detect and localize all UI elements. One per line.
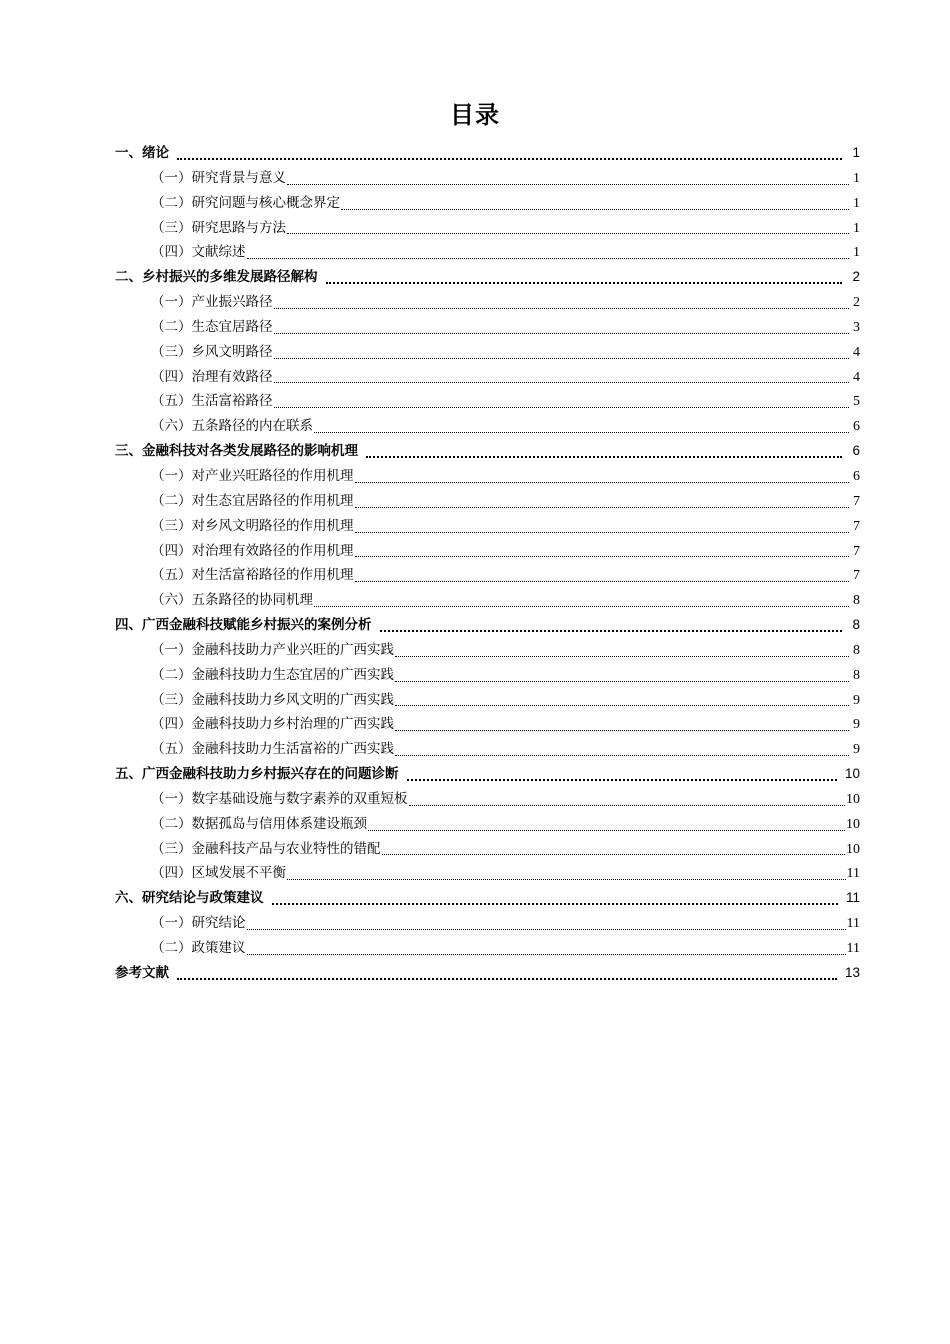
toc-dot-leader [395, 655, 849, 657]
toc-entry-label: （一）研究背景与意义 [151, 169, 286, 186]
toc-dot-leader [355, 506, 850, 508]
toc-dot-leader [395, 754, 849, 756]
toc-section-entry[interactable] [115, 812, 860, 837]
toc-dot-leader [247, 928, 846, 930]
toc-page-number: 8 [853, 642, 860, 658]
toc-chapter-entry[interactable] [115, 762, 860, 787]
toc-entry-label: （四）文献综述 [151, 244, 246, 261]
toc-dot-leader [274, 406, 850, 408]
toc-section-entry[interactable] [115, 340, 860, 365]
toc-entry-label: （二）金融科技助力生态宜居的广西实践 [151, 666, 394, 683]
toc-dot-leader [382, 853, 846, 855]
toc-dot-leader [274, 381, 850, 383]
toc-section-entry[interactable] [115, 737, 860, 762]
toc-entry-label: （二）对生态宜居路径的作用机理 [151, 492, 354, 509]
toc-section-entry[interactable] [115, 464, 860, 489]
toc-page-number: 5 [853, 394, 860, 410]
toc-dot-leader [314, 431, 849, 433]
toc-section-entry[interactable] [115, 861, 860, 886]
toc-page-number: 7 [853, 568, 860, 584]
toc-dot-leader [287, 183, 849, 185]
toc-entry-label: （四）区域发展不平衡 [151, 865, 286, 882]
toc-dot-leader [380, 629, 843, 632]
toc-section-entry[interactable] [115, 166, 860, 191]
toc-entry-label: （二）政策建议 [151, 940, 246, 956]
toc-entry-label: （三）金融科技助力乡风文明的广西实践 [151, 691, 394, 708]
toc-page-number: 6 [853, 419, 860, 435]
toc-page-number: 7 [853, 543, 860, 559]
toc-dot-leader [177, 157, 842, 160]
toc-dot-leader [272, 902, 838, 905]
toc-page-number: 9 [853, 717, 860, 733]
toc-dot-leader [247, 257, 850, 259]
toc-entry-label: （二）研究问题与核心概念界定 [151, 194, 340, 211]
toc-section-entry[interactable] [115, 688, 860, 713]
toc-page-number: 9 [853, 742, 860, 758]
toc-section-entry[interactable] [115, 837, 860, 862]
toc-entry-label: （一）对产业兴旺路径的作用机理 [151, 467, 354, 484]
toc-page-number: 11 [846, 866, 860, 882]
toc-section-entry[interactable] [115, 911, 860, 936]
toc-chapter-entry[interactable] [115, 265, 860, 290]
toc-entry-label: （三）金融科技产品与农业特性的错配 [151, 840, 381, 857]
toc-entry-label: （四）对治理有效路径的作用机理 [151, 542, 354, 559]
toc-entry-label: （五）金融科技助力生活富裕的广西实践 [151, 741, 394, 758]
toc-entry-label: （三）研究思路与方法 [151, 219, 286, 236]
toc-entry-label: （二）生态宜居路径 [151, 318, 273, 335]
toc-section-entry[interactable] [115, 191, 860, 216]
toc-entry-label: 四、广西金融科技赋能乡村振兴的案例分析 [115, 617, 372, 634]
toc-section-entry[interactable] [115, 365, 860, 390]
toc-dot-leader [366, 455, 842, 458]
toc-section-entry[interactable] [115, 563, 860, 588]
toc-entry-label: 一、绪论 [115, 145, 169, 161]
toc-entry-label: 六、研究结论与政策建议 [115, 890, 264, 907]
toc-section-entry[interactable] [115, 588, 860, 613]
toc-page-number: 1 [853, 195, 860, 211]
toc-entry-label: 五、广西金融科技助力乡村振兴存在的问题诊断 [115, 766, 399, 783]
toc-dot-leader [341, 208, 849, 210]
toc-section-entry[interactable] [115, 539, 860, 564]
toc-page-number: 10 [844, 766, 860, 782]
toc-entry-label: （五）生活富裕路径 [151, 393, 273, 410]
toc-page-number: 1 [853, 220, 860, 236]
toc-page-number: 11 [846, 916, 860, 932]
toc-section-entry[interactable] [115, 240, 860, 265]
toc-chapter-entry[interactable] [115, 886, 860, 911]
toc-entry-label: （一）数字基础设施与数字素养的双重短板 [151, 790, 408, 807]
toc-page-number: 1 [852, 145, 860, 160]
toc-dot-leader [326, 281, 843, 284]
toc-entry-label: （四）金融科技助力乡村治理的广西实践 [151, 716, 394, 733]
toc-section-entry[interactable] [115, 216, 860, 241]
toc-chapter-entry[interactable] [115, 613, 860, 638]
toc-chapter-entry[interactable] [115, 141, 860, 166]
toc-dot-leader [355, 555, 850, 557]
toc-dot-leader [314, 605, 849, 607]
toc-dot-leader [274, 357, 850, 359]
toc-page-number: 6 [853, 468, 860, 484]
toc-dot-leader [355, 580, 850, 582]
toc-entry-label: （二）数据孤岛与信用体系建设瓶颈 [151, 815, 367, 832]
toc-page-number: 2 [853, 295, 860, 311]
toc-section-entry[interactable] [115, 787, 860, 812]
toc-dot-leader [409, 804, 846, 806]
toc-entry-label: （四）治理有效路径 [151, 368, 273, 385]
toc-entry-label: 二、乡村振兴的多维发展路径解构 [115, 269, 318, 286]
toc-dot-leader [287, 878, 846, 880]
toc-section-entry[interactable] [115, 290, 860, 315]
toc-entry-label: （六）五条路径的协同机理 [151, 592, 313, 609]
toc-dot-leader [395, 704, 849, 706]
toc-section-entry[interactable] [115, 489, 860, 514]
toc-section-entry[interactable] [115, 414, 860, 439]
toc-page-number: 8 [853, 667, 860, 683]
toc-page-number: 1 [853, 170, 860, 186]
toc-page-number: 11 [845, 890, 860, 906]
toc-dot-leader [355, 531, 850, 533]
toc-page-number: 10 [846, 791, 860, 807]
toc-entry-label: （一）金融科技助力产业兴旺的广西实践 [151, 641, 394, 658]
toc-page-number: 8 [852, 617, 860, 633]
toc-page-number: 7 [853, 493, 860, 509]
toc-section-entry[interactable] [115, 712, 860, 737]
toc-dot-leader [177, 977, 837, 980]
toc-section-entry[interactable] [115, 936, 860, 961]
toc-entry-label: （五）对生活富裕路径的作用机理 [151, 567, 354, 584]
toc-page-number: 4 [853, 369, 860, 385]
toc-dot-leader [395, 680, 849, 682]
toc-chapter-entry[interactable] [115, 961, 860, 986]
toc-dot-leader [368, 829, 845, 831]
toc-page-number: 8 [853, 593, 860, 609]
toc-page-number: 1 [853, 245, 860, 261]
toc-entry-label: 参考文献 [115, 964, 169, 981]
toc-page-number: 13 [844, 964, 860, 980]
toc-entry-label: （一）研究结论 [151, 915, 246, 932]
toc-section-entry[interactable] [115, 389, 860, 414]
toc-page-number: 2 [852, 269, 860, 285]
toc-dot-leader [274, 332, 850, 334]
toc-page-number: 10 [846, 816, 860, 832]
toc-section-entry[interactable] [115, 663, 860, 688]
toc-dot-leader [395, 729, 849, 731]
toc-page-number: 7 [853, 518, 860, 534]
toc-page-number: 6 [852, 443, 860, 459]
table-of-contents [115, 141, 860, 986]
page-title: 目录 [450, 101, 500, 129]
toc-section-entry[interactable] [115, 315, 860, 340]
toc-entry-label: 三、金融科技对各类发展路径的影响机理 [115, 443, 358, 460]
toc-section-entry[interactable] [115, 514, 860, 539]
toc-page-number: 3 [853, 319, 860, 335]
toc-dot-leader [247, 953, 846, 955]
toc-chapter-entry[interactable] [115, 439, 860, 464]
toc-dot-leader [355, 481, 850, 483]
toc-page-number: 9 [853, 692, 860, 708]
toc-section-entry[interactable] [115, 638, 860, 663]
toc-page-number: 11 [846, 941, 860, 956]
toc-dot-leader [274, 307, 850, 309]
toc-entry-label: （一）产业振兴路径 [151, 294, 273, 311]
toc-dot-leader [287, 232, 849, 234]
toc-page-number: 10 [846, 841, 860, 857]
toc-entry-label: （三）对乡风文明路径的作用机理 [151, 517, 354, 534]
toc-entry-label: （三）乡风文明路径 [151, 343, 273, 360]
toc-page-number: 4 [853, 344, 860, 360]
toc-dot-leader [407, 778, 837, 781]
toc-entry-label: （六）五条路径的内在联系 [151, 418, 313, 435]
